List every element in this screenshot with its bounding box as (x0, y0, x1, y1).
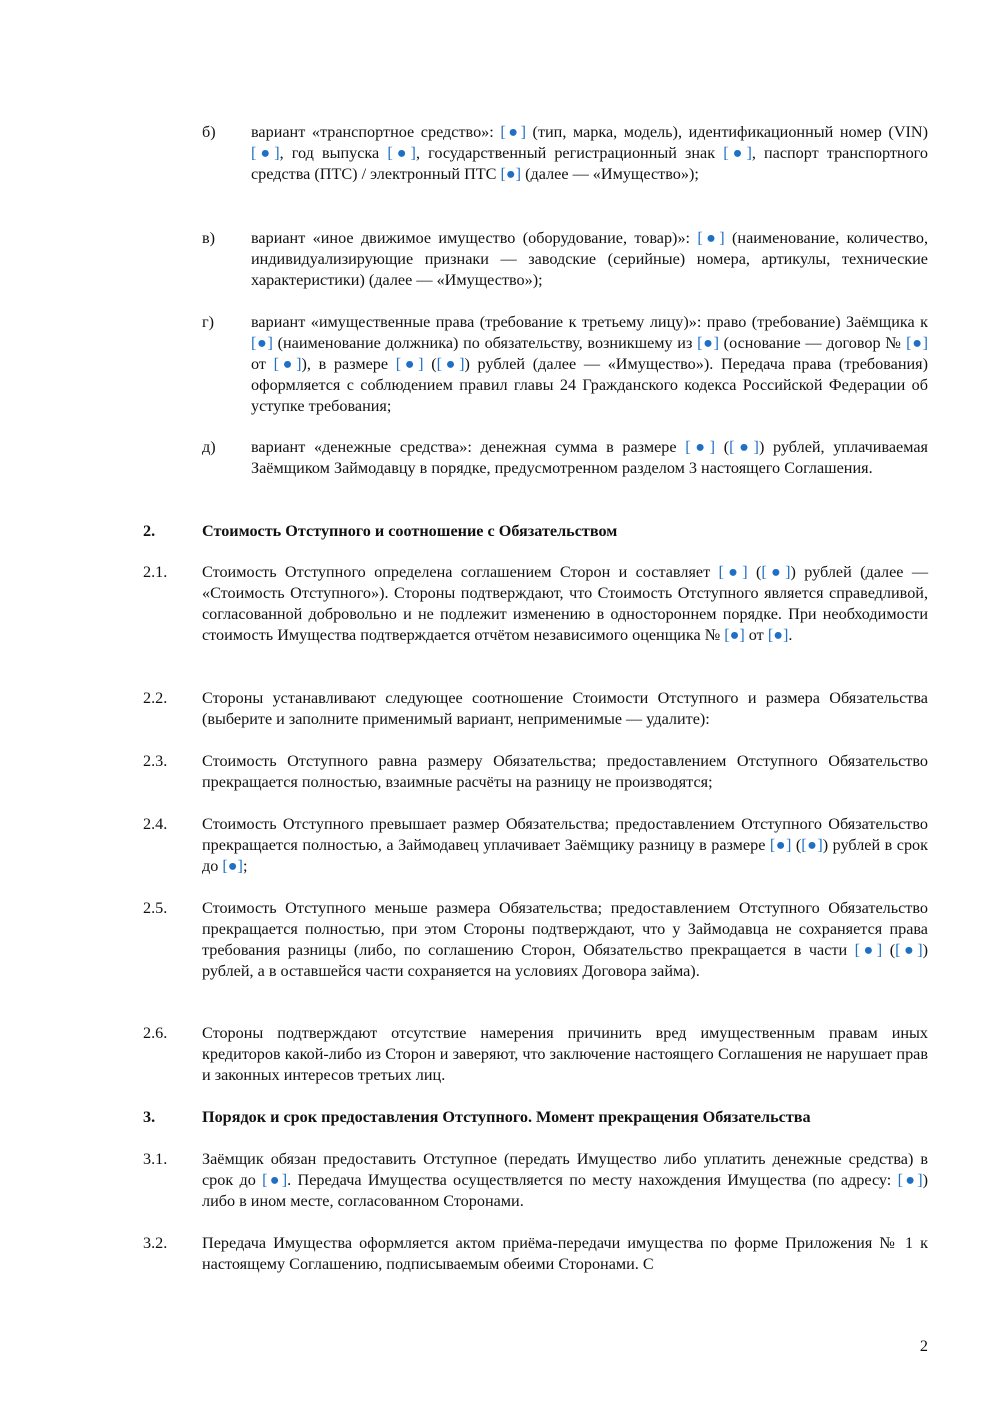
clause (143, 1233, 928, 1275)
sub-item-text: вариант «транспортное средство»: [●] (тип, марка, модель), идентификационный номер (VIN) [●], год выпуска [●], государственный регистрационный знак [●], паспорт транспортного средства (ПТС) / электронный ПТС [●] (далее — «Имущество»); (251, 123, 928, 183)
list-item (202, 437, 928, 479)
placeholder-marker: [●] (685, 438, 716, 456)
placeholder-marker: [●] (895, 941, 923, 959)
placeholder-marker: [●] (854, 941, 883, 959)
placeholder-marker: [●] (697, 334, 719, 352)
placeholder-marker: [●] (222, 857, 243, 875)
placeholder-marker: [●] (387, 144, 416, 162)
clause-text: Стоимость Отступного меньше размера Обязательства; предоставлением Отступного Обязательство прекращается полностью, при этом Стороны подтверждают, что у Займодавца не сохраняется права требования разницы (либо, по соглашению Сторон, Обязательство прекращается в части [●] ([●]) рублей, а в оставшейся части сохраняется на условиях Договора займа). (202, 899, 929, 980)
placeholder-marker: [●] (723, 144, 752, 162)
clause-number: 3.2. (143, 1234, 168, 1252)
clause (143, 751, 928, 793)
section-number: 3. (143, 1108, 156, 1126)
clause (143, 1023, 928, 1086)
placeholder-marker: [●] (395, 355, 424, 373)
clause-number: 2.1. (143, 563, 168, 581)
clause-text: Стороны устанавливают следующее соотношение Стоимости Отступного и размера Обязательства (выберите и заполните применимый вариант, неприменимые — удалите): (202, 689, 928, 728)
placeholder-marker: [●] (724, 626, 745, 644)
clause-text: Стоимость Отступного превышает размер Обязательства; предоставлением Отступного Обязательство прекращается полностью, а Займодавец уплачивает Заёмщику разницу в размере [●] ([●]) рублей в срок до [●]; (202, 815, 929, 875)
sub-item-text: вариант «имущественные права (требование к третьему лицу)»: право (требование) Заёмщика к [●] (наименование должника) по обязательству, возникшему из [●] (основание — договор № [●] от [●]), в размере [●] ([●]) рублей (далее — «Имущество»). Передача права (требования) оформляется с соблюдением правил главы 24 Гражданского кодекса Российской Федерации об уступке требования; (251, 313, 929, 415)
section-heading (143, 521, 928, 542)
page-number: 2 (919, 1337, 928, 1355)
placeholder-marker: [●] (761, 563, 791, 581)
clause-number: 2.3. (143, 752, 168, 770)
sub-item-label: г) (202, 313, 215, 331)
placeholder-marker: [●] (906, 334, 929, 352)
clause (143, 814, 928, 877)
clause-text: Стороны подтверждают отсутствие намерения причинить вред имущественным правам иных кредиторов какой-либо из Сторон и заверяют, что заключение настоящего Соглашения не нарушает прав и законных интересов третьих лиц. (202, 1024, 928, 1084)
placeholder-marker: [●] (500, 165, 522, 183)
placeholder-marker: [●] (500, 123, 526, 141)
list-item (202, 228, 928, 291)
placeholder-marker: [●] (718, 563, 748, 581)
clause-number: 2.4. (143, 815, 168, 833)
placeholder-marker: [●] (251, 334, 273, 352)
placeholder-marker: [●] (697, 229, 725, 247)
clause-number: 2.6. (143, 1024, 168, 1042)
sub-item-text: вариант «денежные средства»: денежная сумма в размере [●] ([●]) рублей, уплачиваемая Заёмщиком Займодавцу в порядке, предусмотренном разделом 3 настоящего Соглашения. (251, 438, 929, 477)
clause-text: Передача Имущества оформляется актом приёма-передачи имущества по форме Приложения № 1 к настоящему Соглашению, подписываемым обеими Сторонами. С (202, 1234, 928, 1273)
placeholder-marker: [●] (801, 836, 823, 854)
list-item (202, 122, 928, 185)
section-number: 2. (143, 522, 156, 540)
sub-item-label: в) (202, 229, 216, 247)
clause (143, 898, 928, 982)
placeholder-marker: [●] (729, 438, 759, 456)
section-title: Стоимость Отступного и соотношение с Обязательством (202, 522, 618, 540)
placeholder-marker: [●] (767, 626, 789, 644)
clause-number: 2.5. (143, 899, 168, 917)
section-title: Порядок и срок предоставления Отступного. Момент прекращения Обязательства (202, 1108, 811, 1126)
list-item (202, 312, 928, 417)
sub-item-label: б) (202, 123, 216, 141)
section-heading (143, 1107, 928, 1128)
clause-number: 3.1. (143, 1150, 168, 1168)
clause-text: Стоимость Отступного равна размеру Обязательства; предоставлением Отступного Обязательство прекращается полностью, взаимные расчёты на разницу не производятся; (202, 752, 928, 791)
sub-item-label: д) (202, 438, 216, 456)
clause-number: 2.2. (143, 689, 168, 707)
clause (143, 1149, 928, 1212)
placeholder-marker: [●] (251, 144, 280, 162)
clause (143, 562, 928, 646)
placeholder-marker: [●] (769, 836, 792, 854)
clause (143, 688, 928, 730)
clause-text: Заёмщик обязан предоставить Отступное (передать Имущество либо уплатить денежные средства) в срок до [●]. Передача Имущества осуществляется по месту нахождения Имущества (по адресу: [●]) либо в ином месте, согласованном Сторонами. (202, 1150, 929, 1210)
sub-item-text: вариант «иное движимое имущество (оборудование, товар)»: [●] (наименование, количество, индивидуализирующие признаки — заводские (серийные) номера, артикулы, технические характеристики) (далее — «Имущество»); (251, 229, 928, 289)
placeholder-marker: [●] (273, 355, 302, 373)
placeholder-marker: [●] (897, 1171, 923, 1189)
placeholder-marker: [●] (436, 355, 465, 373)
placeholder-marker: [●] (262, 1171, 288, 1189)
clause-text: Стоимость Отступного определена соглашением Сторон и составляет [●] ([●]) рублей (далее — «Стоимость Отступного»). Стороны подтверждают, что Стоимость Отступного является справедливой, согласованной добровольно и не подлежит изменению в одностороннем порядке. При необходимости стоимость Имущества подтверждается отчётом независимого оценщика № [●] от [●]. (202, 563, 929, 644)
